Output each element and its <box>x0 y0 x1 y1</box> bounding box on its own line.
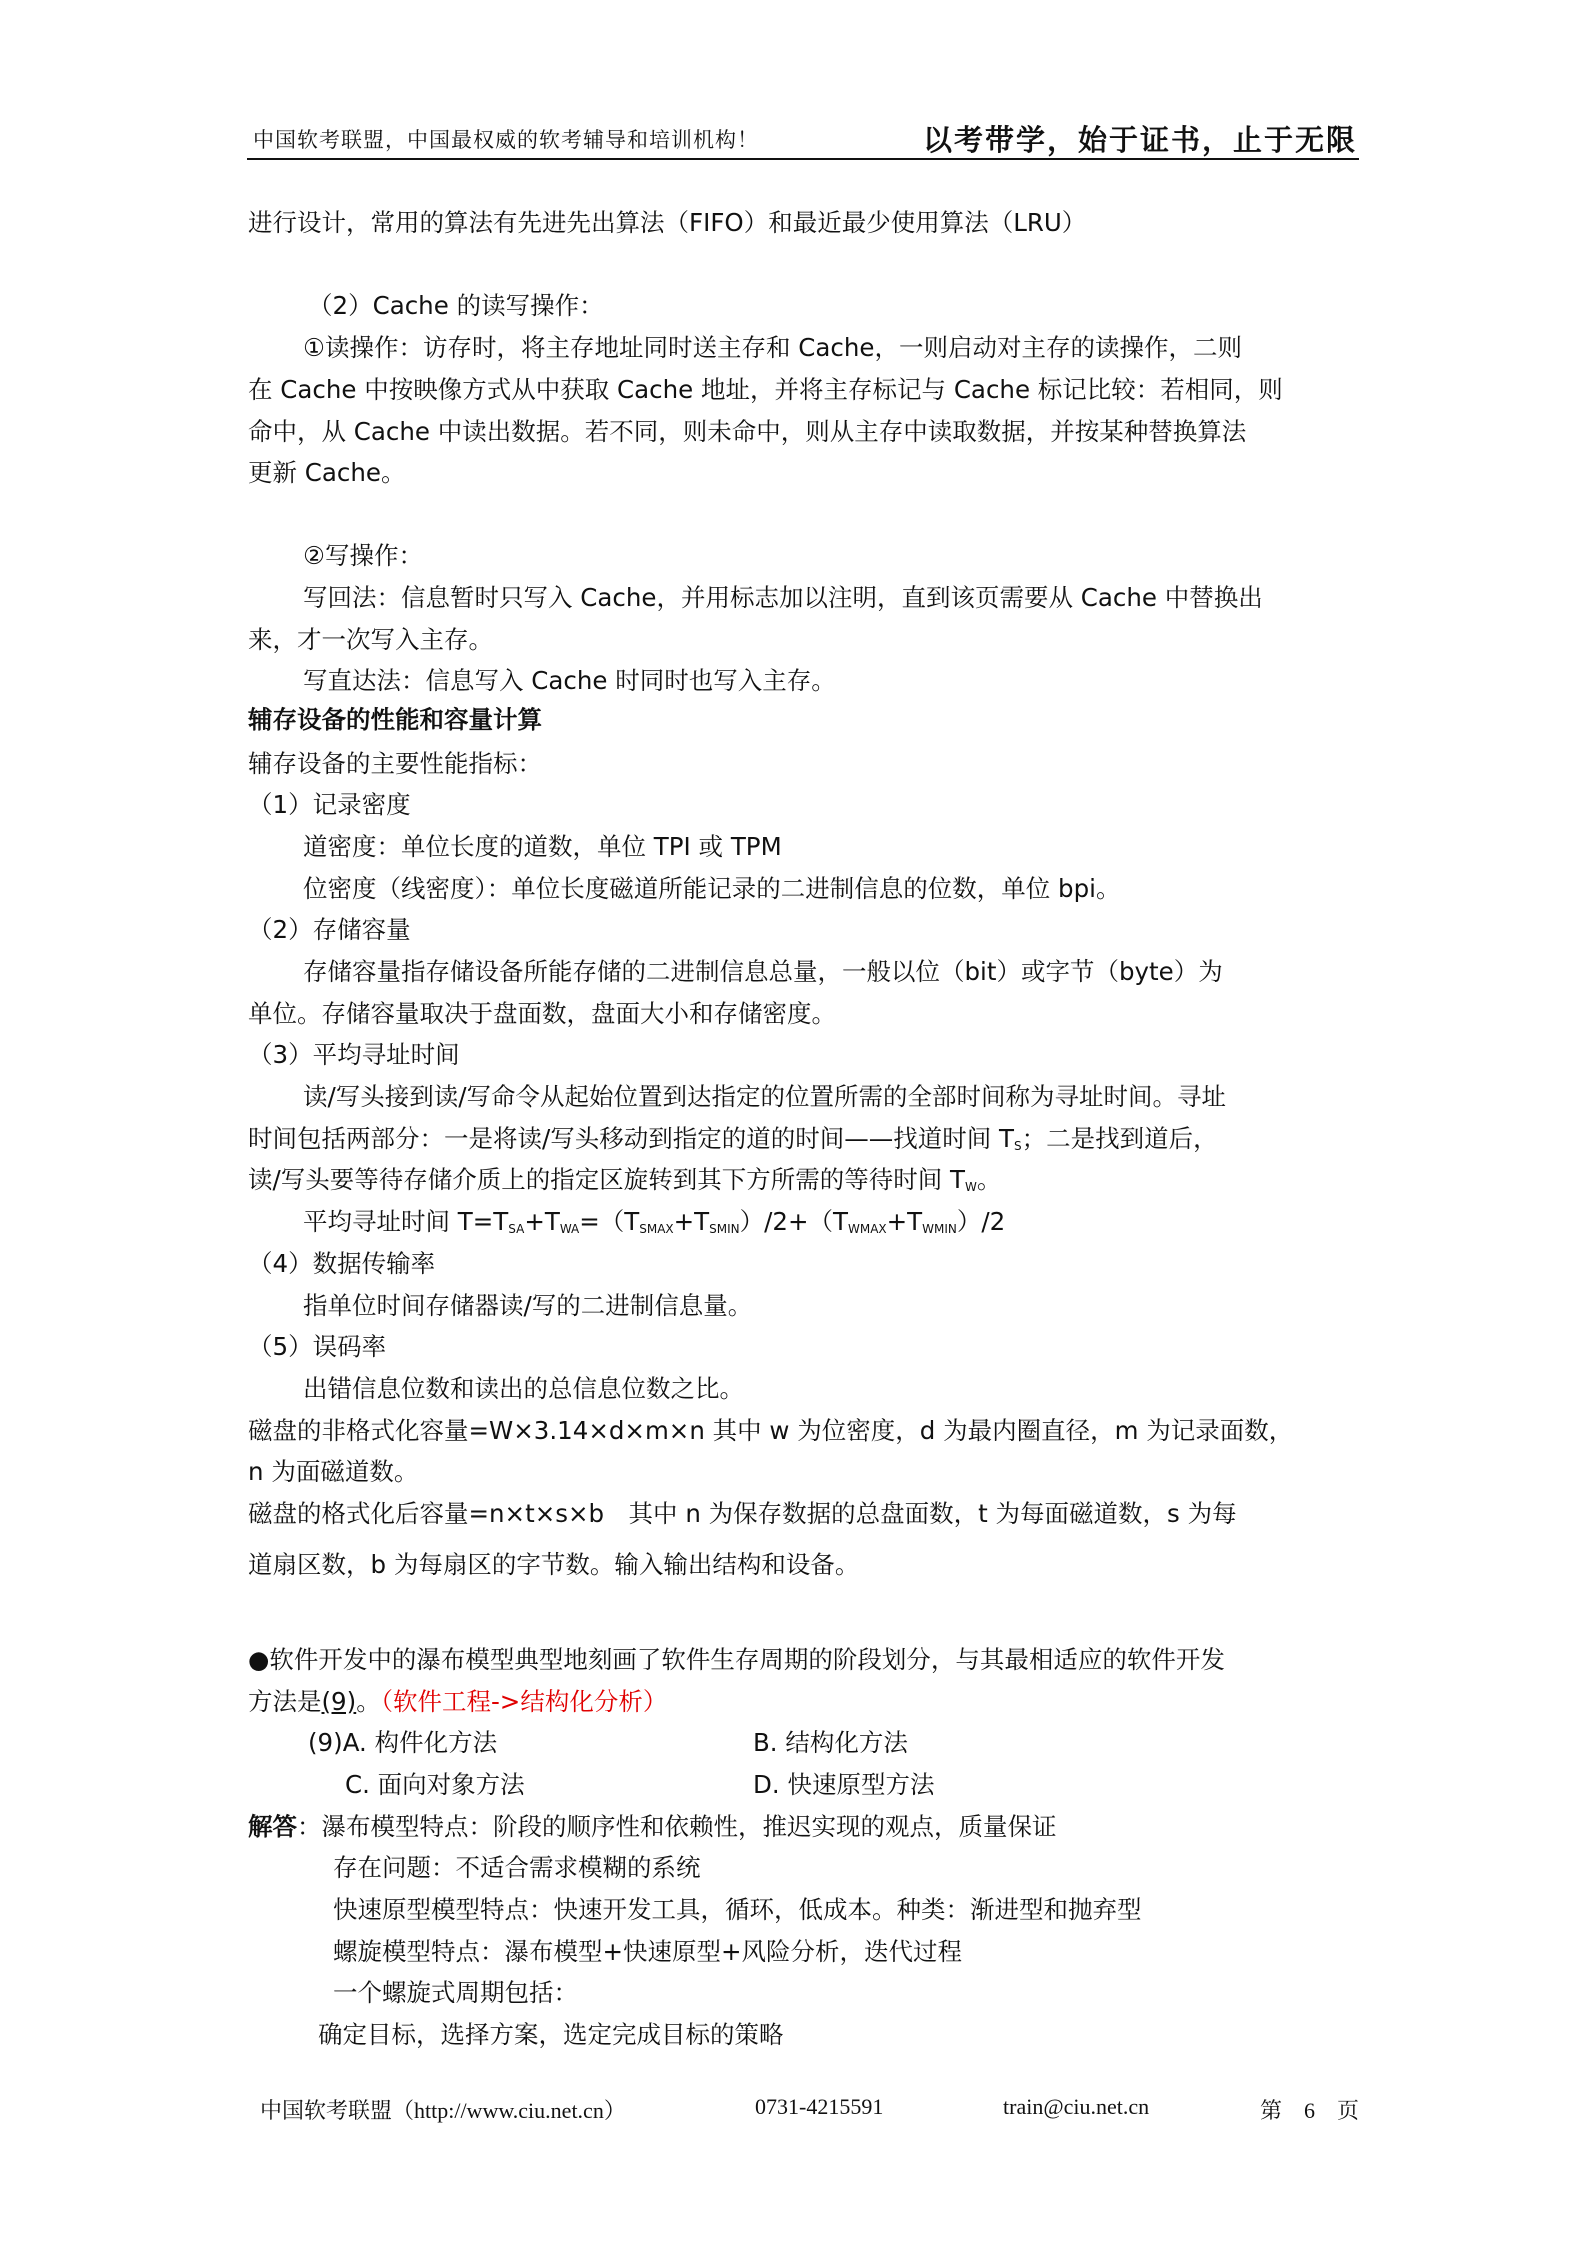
text-line: 写直达法：信息写入 Cache 时同时也写入主存。 <box>303 666 836 695</box>
page-header <box>247 118 1359 160</box>
text-run: 。 <box>356 1687 381 1716</box>
text-line: 命中，从 Cache 中读出数据。若不同，则未命中，则从主存中读取数据，并按某种替换算法 <box>248 417 1247 446</box>
subscript: WA <box>559 1222 580 1236</box>
text-run: 时间包括两部分：一是将读/写头移动到指定的道的时间——找道时间 T <box>248 1124 1015 1153</box>
text-line: ①读操作：访存时，将主存地址同时送主存和 Cache，一则启动对主存的读操作，二则 <box>303 333 1242 362</box>
option-c: C. 面向对象方法 <box>345 1770 525 1799</box>
text-line: n 为面磁道数。 <box>248 1457 419 1486</box>
text-line: 位密度（线密度）：单位长度磁道所能记录的二进制信息的位数，单位 bpi。 <box>303 874 1121 903</box>
subscript: W <box>965 1180 977 1194</box>
answer-line: 螺旋模型特点：瀑布模型+快速原型+风险分析，迭代过程 <box>333 1937 963 1966</box>
subscript: S <box>1014 1139 1022 1153</box>
text-run: 。 <box>976 1165 1002 1194</box>
text-line: 指单位时间存储器读/写的二进制信息量。 <box>303 1291 753 1320</box>
question-blank: (9) <box>321 1687 357 1716</box>
option-d: D. 快速原型方法 <box>753 1770 935 1799</box>
section-heading: 辅存设备的性能和容量计算 <box>248 705 542 734</box>
text-line: 单位。存储容量取决于盘面数，盘面大小和存储密度。 <box>248 999 836 1028</box>
text-run: +T <box>886 1207 923 1236</box>
text-run: +T <box>673 1207 710 1236</box>
cache-rw-heading: （2）Cache 的读写操作： <box>308 291 604 320</box>
text-run: ；二是找到道后， <box>1021 1124 1218 1153</box>
answer-line: 快速原型模型特点：快速开发工具，循环，低成本。种类：渐进型和抛弃型 <box>333 1895 1142 1924</box>
text-run: ）/2 <box>956 1207 1006 1236</box>
text-line <box>248 1124 1218 1161</box>
subscript: WMIN <box>922 1222 957 1236</box>
footer-page-number: 第 6 页 <box>1260 2098 1360 2123</box>
indicator-heading: （3）平均寻址时间 <box>248 1040 460 1069</box>
question-line: ●软件开发中的瀑布模型典型地刻画了软件生存周期的阶段划分，与其最相适应的软件开发 <box>248 1645 1225 1674</box>
footer-phone: 0731-4215591 <box>755 2094 884 2119</box>
text-line: 写回法：信息暂时只写入 Cache，并用标志加以注明，直到该页需要从 Cache 中替换出 <box>303 583 1263 612</box>
subscript: SMIN <box>709 1222 740 1236</box>
text-line: 来，才一次写入主存。 <box>248 625 493 654</box>
text-run: 读/写头要等待存储介质上的指定区旋转到其下方所需的等待时间 T <box>248 1165 966 1194</box>
question-line <box>248 1687 667 1717</box>
indicator-heading: （5）误码率 <box>248 1332 387 1361</box>
answer-line: 存在问题：不适合需求模糊的系统 <box>333 1853 701 1882</box>
footer-email: train@ciu.net.cn <box>1003 2094 1150 2119</box>
text-run: ：瀑布模型特点：阶段的顺序性和依赖性，推迟实现的观点，质量保证 <box>297 1812 1057 1841</box>
text-line: 道扇区数，b 为每扇区的字节数。输入输出结构和设备。 <box>248 1550 860 1579</box>
subscript: SMAX <box>639 1222 674 1236</box>
write-heading: ②写操作： <box>303 541 423 570</box>
indicator-heading: （4）数据传输率 <box>248 1249 436 1278</box>
text-run: =（T <box>579 1207 640 1236</box>
option-a: (9)A. 构件化方法 <box>308 1728 498 1757</box>
text-line: 道密度：单位长度的道数，单位 TPI 或 TPM <box>303 832 782 861</box>
answer-label: 解答 <box>248 1812 297 1841</box>
text-line: 读/写头接到读/写命令从起始位置到达指定的位置所需的全部时间称为寻址时间。寻址 <box>303 1082 1227 1111</box>
text-line: 进行设计，常用的算法有先进先出算法（FIFO）和最近最少使用算法（LRU） <box>248 208 1087 237</box>
indicator-heading: （2）存储容量 <box>248 915 411 944</box>
text-line: 更新 Cache。 <box>248 458 406 487</box>
option-b: B. 结构化方法 <box>753 1728 908 1757</box>
answer-line <box>248 1812 1057 1842</box>
text-line: 出错信息位数和读出的总信息位数之比。 <box>303 1374 744 1403</box>
subscript: SA <box>508 1222 525 1236</box>
question-category-tag: （软件工程->结构化分析） <box>380 1687 668 1716</box>
header-slogan-right: 以考带学，始于证书，止于无限 <box>922 123 1357 157</box>
header-slogan-left: 中国软考联盟，中国最权威的软考辅导和培训机构！ <box>253 128 759 152</box>
text-run: ）/2+（T <box>739 1207 848 1236</box>
text-line <box>248 1165 1001 1202</box>
text-run: +T <box>524 1207 560 1236</box>
formula-line <box>303 1207 1005 1244</box>
text-run: 方法是 <box>248 1687 322 1716</box>
answer-line: 一个螺旋式周期包括： <box>333 1978 578 2007</box>
text-line: 辅存设备的主要性能指标： <box>248 749 542 778</box>
text-line: 在 Cache 中按映像方式从中获取 Cache 地址，并将主存标记与 Cache 标记比较：若相同，则 <box>248 375 1283 404</box>
answer-line: 确定目标，选择方案，选定完成目标的策略 <box>318 2020 784 2049</box>
text-line: 存储容量指存储设备所能存储的二进制信息总量，一般以位（bit）或字节（byte）为 <box>303 957 1223 986</box>
footer-org: 中国软考联盟（http://www.ciu.net.cn） <box>260 2098 626 2123</box>
text-line: 磁盘的非格式化容量=W×3.14×d×m×n 其中 w 为位密度，d 为最内圈直径，m 为记录面数， <box>248 1416 1294 1445</box>
text-line: 磁盘的格式化后容量=n×t×s×b 其中 n 为保存数据的总盘面数，t 为每面磁道数，s 为每 <box>248 1499 1237 1528</box>
indicator-heading: （1）记录密度 <box>248 790 411 819</box>
text-run: 平均寻址时间 T=T <box>303 1207 509 1236</box>
subscript: WMAX <box>847 1222 887 1236</box>
